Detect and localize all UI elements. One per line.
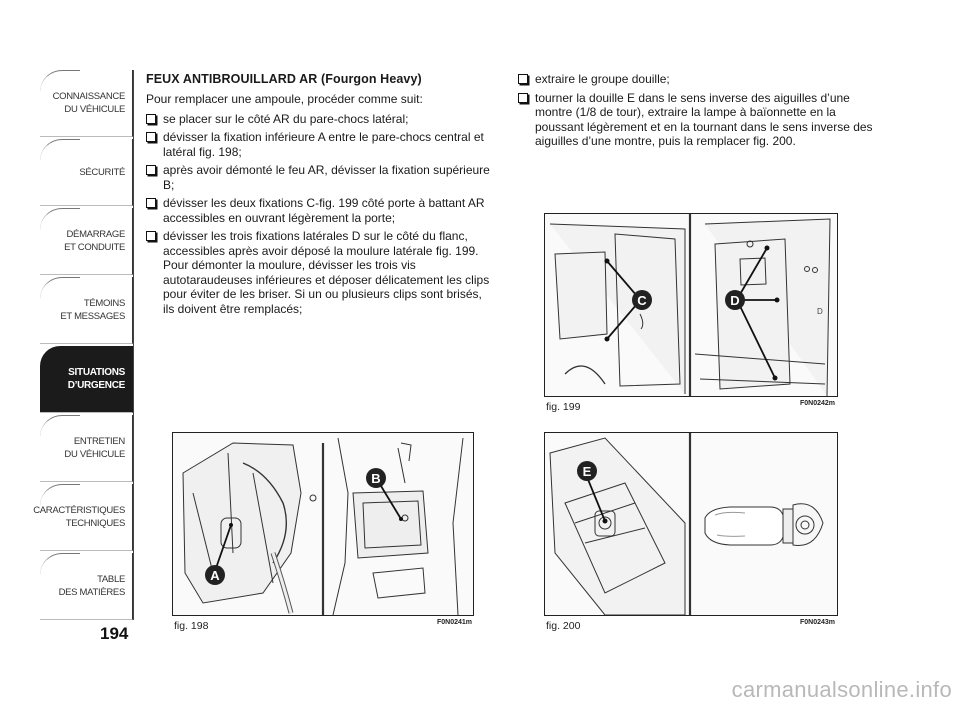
tab-caracteristiques-techniques[interactable]	[33, 484, 133, 551]
list-item	[146, 229, 496, 316]
fig-199-illustration	[545, 214, 837, 396]
tab-demarrage-et-conduite[interactable]	[40, 208, 133, 275]
tab-label: SÉCURITÉ	[79, 166, 125, 178]
callout-b-icon	[366, 468, 386, 488]
callout-label: A	[210, 568, 220, 583]
tab-temoins-et-messages[interactable]	[40, 277, 133, 344]
tab-label: TÉMOINS ET MESSAGES	[60, 298, 125, 322]
tab-securite[interactable]	[40, 139, 133, 206]
checkbox-bullet-icon	[146, 114, 156, 124]
sidebar-divider	[133, 70, 134, 620]
figure-199-code: F0N0242m	[800, 400, 836, 407]
tab-table-des-matieres[interactable]	[40, 553, 133, 620]
tab-label: CONNAISSANCE DU VÉHICULE	[52, 91, 125, 115]
figure-198-caption: fig. 198	[174, 620, 209, 632]
instructions-right	[518, 72, 878, 153]
step-text: se placer sur le côté AR du pare-chocs latéral;	[163, 111, 409, 126]
list-item	[146, 130, 496, 159]
steps-list	[146, 112, 496, 317]
figure-198-code: F0N0241m	[437, 619, 473, 626]
figure-198	[172, 432, 474, 616]
step-text: extraire le groupe douille;	[535, 72, 670, 86]
checkbox-bullet-icon	[146, 132, 156, 142]
chapter-tabs	[33, 70, 133, 622]
figure-200-caption: fig. 200	[546, 620, 581, 632]
tab-connaissance-du-vehicule[interactable]	[40, 70, 133, 137]
list-item	[146, 196, 496, 225]
page-number: 194	[100, 624, 129, 643]
callout-label: E	[582, 464, 592, 479]
step-text: dévisser la fixation inférieure A entre le pare-chocs central et latéral fig. 198;	[163, 130, 484, 159]
tab-label: SITUATIONS D’URGENCE	[67, 367, 125, 391]
callout-c-icon	[632, 290, 652, 310]
instructions-left	[146, 72, 496, 320]
list-item	[146, 163, 496, 192]
tab-entretien-du-vehicule[interactable]	[40, 415, 133, 482]
tab-label: TABLE DES MATIÈRES	[58, 574, 125, 598]
figure-199-caption: fig. 199	[546, 401, 581, 413]
step-text: dévisser les deux fixations C-fig. 199 côté porte à battant AR accessibles en ouvrant légèrement la porte;	[163, 196, 485, 225]
tab-label: DÉMARRAGE ET CONDUITE	[64, 229, 125, 253]
figure-200	[544, 432, 838, 616]
step-text: après avoir démonté le feu AR, dévisser la fixation supérieure B;	[163, 163, 490, 192]
steps-list	[518, 72, 878, 149]
step-text: tourner la douille E dans le sens inverse des aiguilles d’une montre (1/8 de tour), extraire la lampe à baïonnette en la poussant légèrement et en la tournant dans le sens inverse des aiguilles d’une montre, puis la remplacer fig. 200.	[535, 90, 873, 148]
callout-label: B	[371, 471, 381, 486]
checkbox-bullet-icon	[146, 165, 156, 175]
figure-199	[544, 213, 838, 397]
checkbox-bullet-icon	[146, 198, 156, 208]
list-item	[146, 112, 496, 127]
tab-situations-d-urgence[interactable]	[40, 346, 133, 413]
checkbox-bullet-icon	[518, 93, 528, 103]
fig-200-illustration	[545, 433, 837, 615]
step-text: dévisser les trois fixations latérales D sur le côté du flanc, accessibles après avoir déposé la moulure latérale fig. 199. Pour démonter la moulure, dévisser les trois vis autotaraudeuses inférieures et déposer délicatement les clips pour éviter de les briser. Si un ou plusieurs clips sont brisés, ils doivent être remplacés;	[163, 229, 490, 316]
checkbox-bullet-icon	[146, 231, 156, 241]
callout-label: D	[730, 293, 740, 308]
intro-text: Pour remplacer une ampoule, procéder comme suit:	[146, 92, 423, 106]
section-title: FEUX ANTIBROUILLARD AR (Fourgon Heavy)	[146, 72, 422, 86]
callout-d-icon	[725, 290, 745, 310]
checkbox-bullet-icon	[518, 74, 528, 84]
callout-label: C	[637, 293, 647, 308]
figure-200-code: F0N0243m	[800, 619, 836, 626]
fig-198-illustration	[173, 433, 473, 615]
tab-label: ENTRETIEN DU VÉHICULE	[64, 436, 125, 460]
callout-e-icon	[577, 461, 597, 481]
callout-a-icon	[205, 565, 225, 585]
tab-label: CARACTÉRISTIQUES TECHNIQUES	[33, 505, 125, 529]
list-item	[518, 91, 878, 149]
svg-text:D: D	[817, 307, 823, 316]
list-item	[518, 72, 878, 87]
watermark: carmanualsonline.info	[731, 677, 952, 702]
